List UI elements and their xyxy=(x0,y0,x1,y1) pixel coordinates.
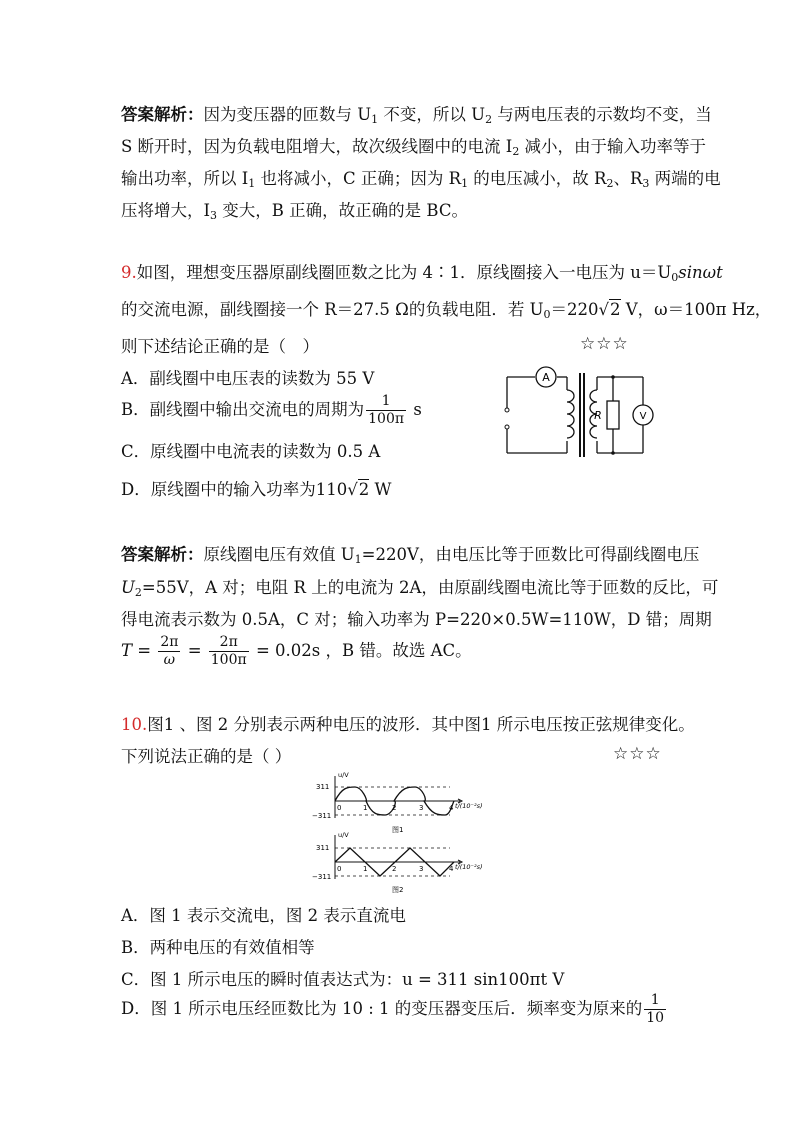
svg-text:0: 0 xyxy=(337,804,342,812)
fig2-ypos: 311 xyxy=(316,844,330,852)
svg-text:0: 0 xyxy=(337,865,342,873)
q9-option-a: A．副线圈中电压表的读数为 55 V xyxy=(121,369,375,388)
q10-number: 10. xyxy=(121,715,148,734)
answer8-line1: 答案解析：因为变压器的匝数与 $U_1$ 不变，所以 $U_2$ 与两电压表的示数均不变，当 xyxy=(121,105,712,126)
q9-option-d: D．原线圈中的输入功率为110√2 W xyxy=(121,480,392,499)
figure2-triangle-waveform xyxy=(310,829,490,895)
figure1-sine-waveform xyxy=(310,770,490,836)
svg-text:4: 4 xyxy=(449,804,454,812)
q10-difficulty-stars: ☆☆☆ xyxy=(613,744,662,764)
fig1-ylabel: u/V xyxy=(338,771,349,779)
fig1-yneg: −311 xyxy=(312,812,332,820)
ammeter-label: A xyxy=(542,371,550,384)
svg-text:1: 1 xyxy=(363,865,368,873)
answer9-line1: 答案解析：原线圈电压有效值 $U_1=220V$，由电压比等于匝数比可得副线圈电压 xyxy=(121,545,700,566)
fig2-xlabel: t/(10⁻²s) xyxy=(455,863,483,871)
svg-text:1: 1 xyxy=(363,804,368,812)
q9-option-b-fraction: $\frac{1}{100\pi}$ xyxy=(368,393,405,427)
fig1-ypos: 311 xyxy=(316,783,330,791)
answer8-line2: S 断开时，因为负载电阻增大，故次级线圈中的电流 $I_2$ 减小，由于输入功率等于 xyxy=(121,137,707,158)
answer8-label: 答案解析： xyxy=(121,105,204,124)
q10-option-d-fraction: $\frac{1}{10}$ xyxy=(646,992,665,1026)
q10-line1: 10.图1 、图 2 分别表示两种电压的波形．其中图1 所示电压按正弦规律变化。 xyxy=(121,715,695,734)
svg-text:2: 2 xyxy=(392,804,397,812)
voltmeter-label: V xyxy=(639,411,647,422)
answer8-line4: 压将增大，$I_3$ 变大，B 正确，故正确的是 BC。 xyxy=(121,201,468,222)
fig1-xlabel: t/(10⁻²s) xyxy=(455,802,483,810)
q9-line3: 则下述结论正确的是（ ） xyxy=(121,337,319,356)
q10-option-b: B．两种电压的有效值相等 xyxy=(121,938,315,957)
answer8-line3: 输出功率，所以 $I_1$ 也将减小，C 正确；因为 $R_1$ 的电压减小，故 $R_2$、$R_3$ 两端的电 xyxy=(121,169,721,190)
q9-option-c: C．原线圈中电流表的读数为 0.5 A xyxy=(121,442,381,461)
q9-line2: 的交流电源，副线圈接一个 R＝27.5 Ω的负载电阻．若 $U_0=220√2$ V，ω＝100π Hz， xyxy=(121,300,772,321)
fig1-caption: 图1 xyxy=(392,826,404,834)
svg-text:4: 4 xyxy=(449,865,454,873)
q10-option-a: A．图 1 表示交流电，图 2 表示直流电 xyxy=(121,906,406,925)
q9-line1: 9.如图，理想变压器原副线圈匝数之比为 4∶1．原线圈接入一电压为 $u=U_0\sin\omega t$ xyxy=(121,263,723,284)
q10-option-d: D．图 1 所示电压经匝数比为 10 : 1 的变压器变压后．频率变为原来的 $\frac{1}{10}$ xyxy=(121,992,665,1026)
transformer-circuit-diagram xyxy=(495,365,665,465)
answer9-fraction-2: $\frac{2\pi}{100\pi}$ xyxy=(210,634,247,668)
fig2-ylabel: u/V xyxy=(338,831,349,839)
q9-difficulty-stars: ☆☆☆ xyxy=(580,334,629,354)
fig2-yneg: −311 xyxy=(312,873,332,881)
svg-text:2: 2 xyxy=(392,865,397,873)
q9-number: 9. xyxy=(121,263,137,282)
q10-line2: 下列说法正确的是（ ） xyxy=(121,747,292,766)
q10-option-c: C．图 1 所示电压的瞬时值表达式为：u = 311 sin100πt V xyxy=(121,970,565,989)
answer9-label: 答案解析： xyxy=(121,545,204,564)
q9-option-b: B．副线圈中输出交流电的周期为 $\frac{1}{100\pi}$ s xyxy=(121,393,422,427)
svg-text:3: 3 xyxy=(419,865,424,873)
answer9-line2: $U_2=55V$，A 对；电阻 R 上的电流为 2A，由原副线圈电流比等于匝数的反比，可 xyxy=(121,578,719,599)
resistor-label: R xyxy=(594,409,602,422)
svg-text:3: 3 xyxy=(419,804,424,812)
answer9-line4: T = $\frac{2\pi}{\omega}$ = $\frac{2\pi}{100\pi}$ = 0.02s ，B 错。故选 AC。 xyxy=(121,634,472,668)
answer9-fraction-1: $\frac{2\pi}{\omega}$ xyxy=(160,634,179,668)
fig2-caption: 图2 xyxy=(392,886,404,894)
answer9-line3: 得电流表示数为 0.5A，C 对；输入功率为 P=220×0.5W=110W，D 错；周期 xyxy=(121,610,712,629)
